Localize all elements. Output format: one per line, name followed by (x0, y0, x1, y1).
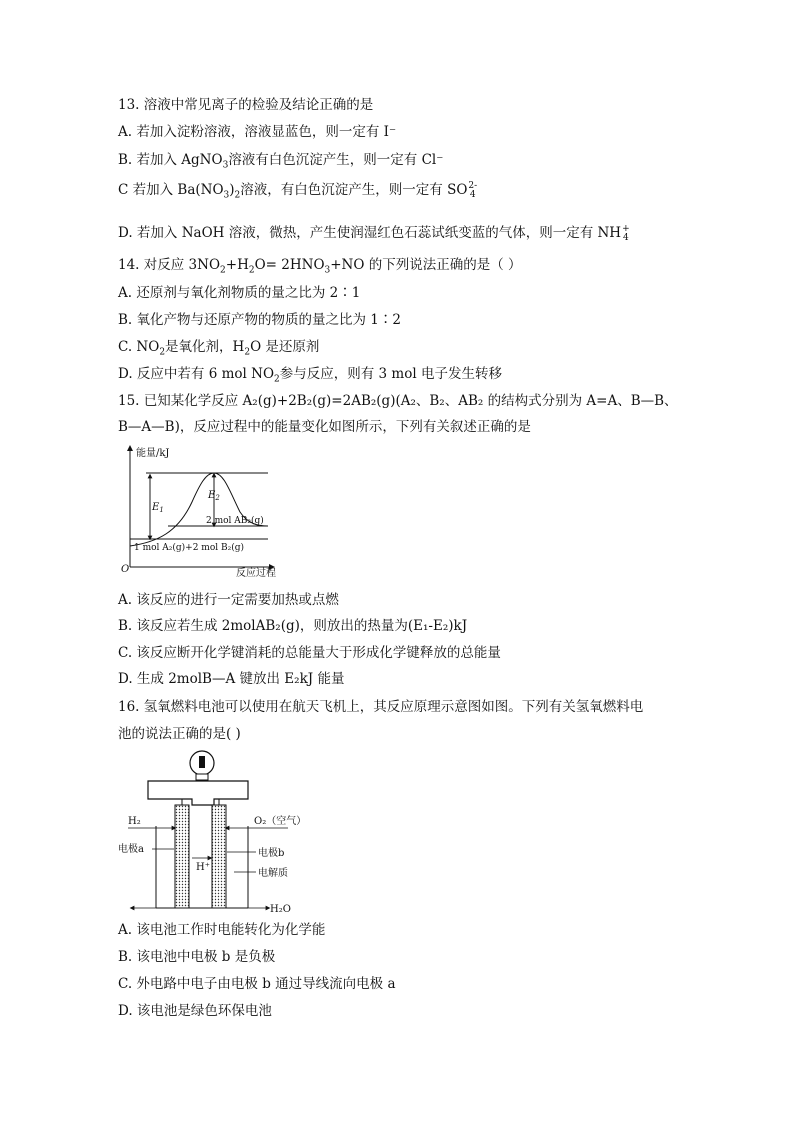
o2-label: O₂（空气） (254, 816, 307, 827)
energy-diagram (118, 442, 278, 580)
bulb-icon (190, 751, 214, 780)
q16-option-d: D. 该电池是绿色环保电池 (118, 1003, 272, 1019)
electrode-a-label: 电极a (118, 844, 144, 855)
product-label: 2 mol AB₂(g) (206, 516, 264, 526)
q15-option-c: C. 该反应断开化学键消耗的总能量大于形成化学键释放的总能量 (118, 645, 501, 661)
electrode-b-label: 电极b (258, 848, 285, 859)
electrode-b (212, 805, 226, 908)
reactant-label: 1 mol A₂(g)+2 mol B₂(g) (134, 543, 244, 553)
external-circuit (148, 781, 248, 805)
q13-option-a: A. 若加入淀粉溶液，溶液显蓝色，则一定有 I⁻ (118, 124, 397, 140)
q14-option-a: A. 还原剂与氧化剂物质的量之比为 2∶1 (118, 285, 361, 301)
q16-option-c: C. 外电路中电子由电极 b 通过导线流向电极 a (118, 976, 396, 992)
electrolyte-label: 电解质 (258, 868, 288, 879)
q16-option-a: A. 该电池工作时电能转化为化学能 (118, 922, 326, 938)
e1-label: $E_1$ (152, 502, 164, 514)
q14-option-b: B. 氧化产物与还原产物的物质的量之比为 1∶2 (118, 312, 401, 328)
q16-stem-line1: 16. 氢氧燃料电池可以使用在航天飞机上，其反应原理示意图如图。下列有关氢氧燃料电 (118, 699, 644, 715)
q16-stem-line2: 池的说法正确的是( ) (118, 726, 241, 742)
fuel-cell-diagram (118, 748, 318, 916)
q13-option-d: D. 若加入 NaOH 溶液，微热，产生使润湿红色石蕊试纸变蓝的气体，则一定有 NH + 4 (118, 223, 630, 243)
q15-stem-line2: B—A—B)，反应过程中的能量变化如图所示，下列有关叙述正确的是 (118, 419, 531, 435)
q16-option-b: B. 该电池中电极 b 是负极 (118, 949, 276, 965)
h2-label: H₂ (128, 816, 141, 827)
q14-stem: 14. 对反应 $3NO_2+H_2O= 2HNO_3+NO$ 的下列说法正确的是（ ） (118, 257, 522, 276)
q14-option-c: C. $NO_2$是氧化剂，$H_2O$ 是还原剂 (118, 339, 320, 358)
x-axis-label: 反应过程 (236, 568, 276, 579)
q13-option-b: B. 若加入 AgNO$_3$溶液有白色沉淀产生，则一定有 Cl⁻ (118, 152, 444, 171)
electrode-a (175, 805, 189, 908)
origin-label: O (121, 564, 130, 575)
y-axis-label: 能量/kJ (136, 448, 170, 459)
q15-option-d: D. 生成 2molB—A 键放出 E₂kJ 能量 (118, 671, 345, 687)
hplus-label: H⁺ (196, 862, 210, 873)
q13-option-c: C 若加入 $Ba(NO_3)_2$溶液，有白色沉淀产生，则一定有 SO 2- 4 (118, 180, 478, 201)
h2o-label: H₂O (270, 904, 291, 915)
q15-stem-line1: 15. 已知某化学反应 A₂(g)+2B₂(g)=2AB₂(g)(A₂、B₂、AB₂ 的结构式分别为 A=A、B—B、 (118, 393, 678, 409)
q14-option-d: D. 反应中若有 6 mol $NO_2$参与反应，则有 3 mol 电子发生转移 (118, 366, 502, 385)
q15-option-b: B. 该反应若生成 2molAB₂(g)，则放出的热量为(E₁-E₂)kJ (118, 618, 468, 634)
q15-option-a: A. 该反应的进行一定需要加热或点燃 (118, 592, 339, 608)
e2-label: $E_2$ (208, 490, 220, 502)
energy-curve (130, 473, 268, 546)
q13-stem: 13. 溶液中常见离子的检验及结论正确的是 (118, 97, 374, 113)
